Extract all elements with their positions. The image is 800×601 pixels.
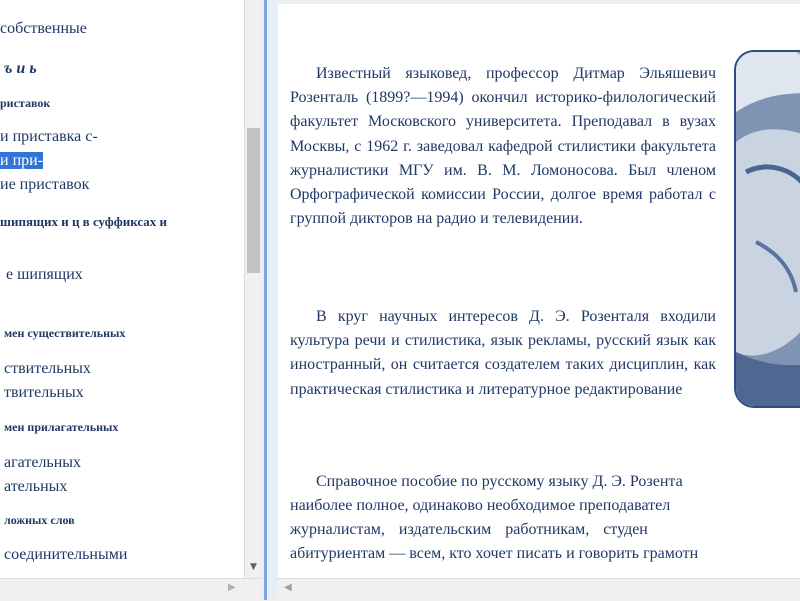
- toc-item-selected[interactable]: [0, 152, 43, 170]
- biography-paragraph: Известный языковед, профессор Дитмар Эльяшевич Розенталь (1899?—1994) окончил историко-филологический факультет Московского университета. Преподавал в вузах Москвы, с 1962 г. заведовал кафедрой стилистики факультета журналистики МГУ им. В. М. Ломоносова. Был членом Орфографической комиссии России, долгое время работал с группой дикторов на радио и телевидении.: [290, 65, 716, 228]
- book-paragraph-line: наиболее полное, одинаково необходимое преподавател: [290, 497, 671, 514]
- toc-vertical-scrollbar[interactable]: [244, 0, 263, 578]
- toc-item[interactable]: е шипящих: [6, 266, 83, 283]
- toc-item[interactable]: собственные: [0, 20, 87, 37]
- book-paragraph-line: абитуриентам — всем, кто хочет писать и говорить грамотн: [290, 545, 699, 562]
- toc-horizontal-scrollbar[interactable]: [0, 578, 262, 601]
- toc-item[interactable]: агательных: [4, 454, 82, 471]
- scroll-right-icon[interactable]: ▶: [228, 582, 236, 593]
- pane-splitter[interactable]: [262, 0, 278, 600]
- document-pane: [278, 0, 800, 578]
- toc-item[interactable]: ательных: [4, 478, 68, 495]
- toc-item[interactable]: и приставка с-: [0, 128, 98, 145]
- toc-item[interactable]: соединительными: [4, 546, 128, 563]
- toc-item[interactable]: шипящих и ц в суффиксах и: [0, 214, 168, 229]
- toc-item-label: и при-: [0, 152, 44, 169]
- toc-item[interactable]: мен прилагательных: [4, 420, 119, 434]
- toc-item[interactable]: ие приставок: [0, 176, 90, 193]
- author-portrait-image: [734, 50, 800, 408]
- toc-item[interactable]: риставок: [0, 96, 51, 110]
- splitter-line: [264, 0, 267, 600]
- toc-item[interactable]: ложных слов: [4, 513, 75, 527]
- toc-item[interactable]: ствительных: [4, 360, 91, 377]
- toc-pane: [0, 0, 244, 578]
- book-paragraph-line: журналистам, издательским работникам, студен: [290, 521, 648, 538]
- book-paragraph-line: Справочное пособие по русскому языку Д. Э. Розента: [316, 473, 683, 490]
- interests-paragraph: В круг научных интересов Д. Э. Розенталя входили культура речи и стилистика, язык рекламы, русский язык как иностранный, он считается создателем таких дисциплин, как практическая стилистика и литературное редактирование: [290, 308, 716, 398]
- toc-item[interactable]: мен существительных: [4, 326, 126, 340]
- toc-item[interactable]: твительных: [4, 384, 84, 401]
- page-edge: [278, 0, 800, 4]
- scrollbar-thumb[interactable]: [247, 128, 260, 273]
- toc-item[interactable]: ъ и ь: [4, 60, 37, 77]
- scroll-down-icon[interactable]: ▼: [250, 562, 257, 572]
- scroll-left-icon[interactable]: ◀: [284, 582, 292, 593]
- portrait-drawing: [736, 52, 800, 406]
- document-horizontal-scrollbar[interactable]: [278, 578, 800, 601]
